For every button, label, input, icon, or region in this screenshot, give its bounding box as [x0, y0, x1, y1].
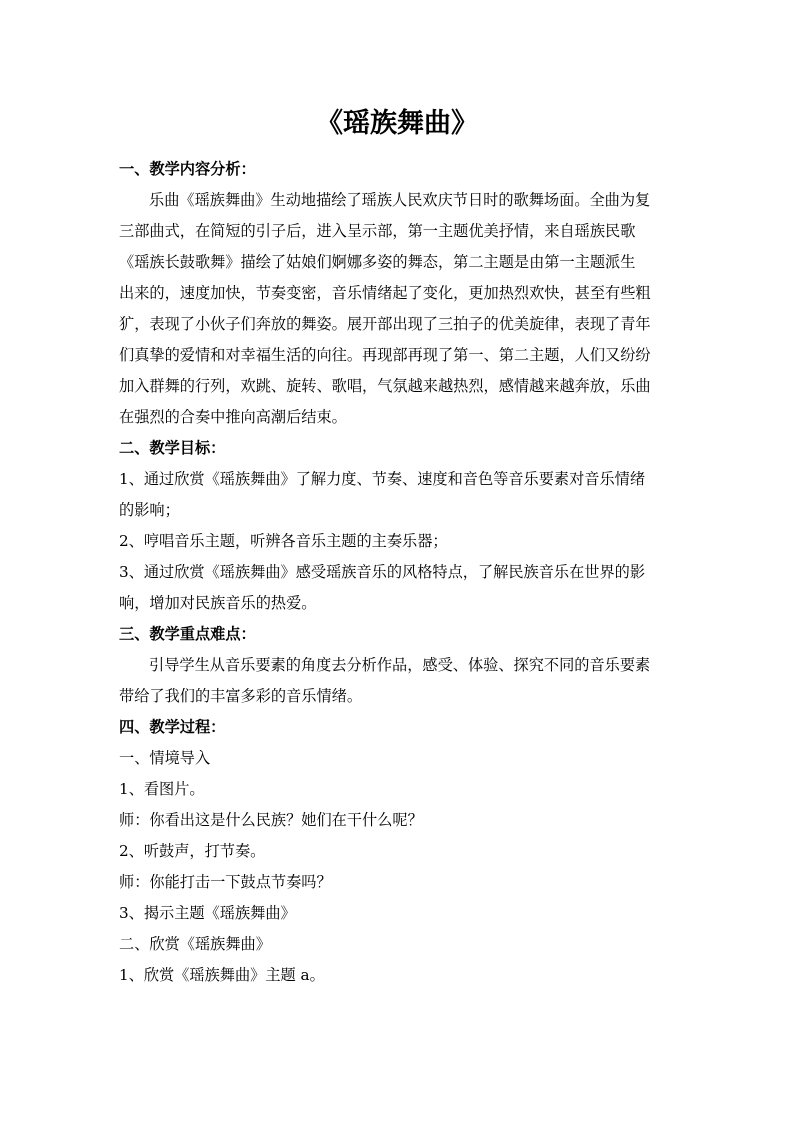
paragraph-line: 引导学生从音乐要素的角度去分析作品，感受、体验、探究不同的音乐要素	[149, 656, 651, 674]
paragraph-line: 犷，表现了小伙子们奔放的舞姿。展开部出现了三拍子的优美旋律，表现了青年	[119, 315, 651, 333]
paragraph-line: 乐曲《瑶族舞曲》生动地描绘了瑶族人民欢庆节日时的歌舞场面。全曲为复	[149, 191, 651, 209]
paragraph-line: 三部曲式，在简短的引子后，进入呈示部，第一主题优美抒情，来自瑶族民歌	[119, 222, 636, 240]
process-line: 师：你能打击一下鼓点节奏吗？	[119, 873, 332, 891]
document-title: 《瑶族舞曲》	[316, 108, 478, 139]
goal-line: 2、哼唱音乐主题，听辨各音乐主题的主奏乐器；	[119, 532, 448, 550]
paragraph-line: 在强烈的合奏中推向高潮后结束。	[119, 408, 347, 426]
process-line: 一、情境导入	[119, 749, 211, 767]
goal-line: 1、通过欣赏《瑶族舞曲》了解力度、节奏、速度和音色等音乐要素对音乐情绪	[119, 470, 646, 488]
paragraph-key-points	[119, 650, 675, 712]
paragraph-content-analysis	[119, 185, 675, 433]
paragraph-line: 们真挚的爱情和对幸福生活的向往。再现部再现了第一、第二主题，人们又纷纷	[119, 346, 651, 364]
section-heading-teaching-process: 四、教学过程：	[119, 718, 226, 736]
section-heading-key-points: 三、教学重点难点：	[119, 625, 256, 643]
section-heading-teaching-goals: 二、教学目标：	[119, 439, 226, 457]
process-line: 1、欣赏《瑶族舞曲》主题 a。	[119, 966, 325, 984]
process-line: 1、看图片。	[119, 780, 205, 798]
goal-line: 响，增加对民族音乐的热爱。	[119, 594, 317, 612]
process-line: 2、听鼓声，打节奏。	[119, 842, 266, 860]
paragraph-line: 加入群舞的行列，欢跳、旋转、歌唱，气氛越来越热烈，感情越来越奔放，乐曲	[119, 377, 651, 395]
section-heading-content-analysis: 一、教学内容分析：	[119, 160, 256, 178]
document-body	[119, 154, 675, 991]
process-line: 师：你看出这是什么民族？她们在干什么呢？	[119, 811, 423, 829]
paragraph-line: 出来的，速度加快，节奏变密，音乐情绪起了变化，更加热烈欢快，甚至有些粗	[119, 284, 651, 302]
process-line: 二、欣赏《瑶族舞曲》	[119, 935, 271, 953]
paragraph-line: 《瑶族长鼓歌舞》描绘了姑娘们婀娜多姿的舞态，第二主题是由第一主题派生	[119, 253, 636, 271]
process-line: 3、揭示主题《瑶族舞曲》	[119, 904, 296, 922]
goal-line: 3、通过欣赏《瑶族舞曲》感受瑶族音乐的风格特点，了解民族音乐在世界的影	[119, 563, 646, 581]
paragraph-line: 带给了我们的丰富多彩的音乐情绪。	[119, 687, 362, 705]
goal-line: 的影响；	[119, 501, 180, 519]
